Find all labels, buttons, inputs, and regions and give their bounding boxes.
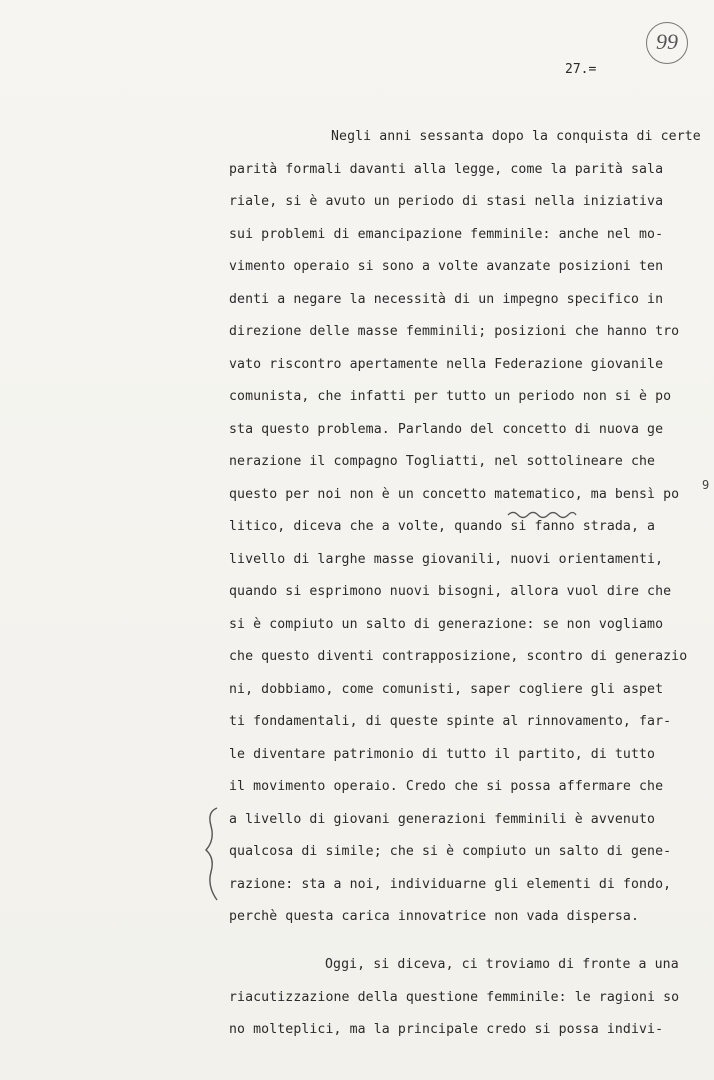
text-line: livello di larghe masse giovanili, nuovi orientamenti,	[229, 551, 664, 567]
text-line: comunista, che infatti per tutto un periodo non si è po	[229, 389, 672, 404]
text-line: perchè questa carica innovatrice non vada dispersa.	[229, 909, 640, 924]
margin-brace	[203, 806, 223, 902]
page-number: 27.=	[565, 62, 597, 77]
text-line: a livello di giovani generazioni femminili è avvenuto	[229, 811, 656, 827]
text-line: questo per noi non è un concetto matematico, ma bensì po	[229, 486, 680, 502]
text-line: Oggi, si diceva, ci troviamo di fronte a una	[325, 957, 679, 972]
paragraph-2	[229, 949, 714, 1047]
text-line: riacutizzazione della questione femminile: le ragioni so	[229, 989, 680, 1005]
wavy-underline	[507, 509, 577, 519]
margin-mark: 9	[702, 478, 710, 492]
text-line: nerazione il compagno Togliatti, nel sottolineare che	[229, 454, 656, 469]
text-line: vimento operaio si sono a volte avanzate posizioni ten	[229, 259, 664, 274]
text-line: direzione delle masse femminili; posizioni che hanno tro	[229, 324, 680, 339]
text-line: no molteplici, ma la principale credo si possa indivi-	[229, 1022, 664, 1037]
text-line: razione: sta a noi, individuarne gli elementi di fondo,	[229, 876, 672, 892]
paragraph-1	[229, 121, 714, 934]
text-line: ti fondamentali, di queste spinte al rinnovamento, far-	[229, 714, 672, 729]
text-line: parità formali davanti alla legge, come la parità sala	[229, 161, 664, 177]
text-line: Negli anni sessanta dopo la conquista di certe	[331, 129, 701, 144]
text-line: si è compiuto un salto di generazione: se non vogliamo	[229, 616, 664, 632]
text-line: vato riscontro apertamente nella Federazione giovanile	[229, 356, 664, 372]
text-line: qualcosa di simile; che si è compiuto un salto di gene-	[229, 844, 672, 859]
text-line: denti a negare la necessità di un impegno specifico in	[229, 291, 664, 307]
text-line: il movimento operaio. Credo che si possa affermare che	[229, 779, 664, 794]
archive-stamp: 99	[646, 22, 688, 64]
text-line: le diventare patrimonio di tutto il partito, di tutto	[229, 746, 656, 762]
text-line: ni, dobbiamo, come comunisti, saper cogliere gli aspet	[229, 681, 664, 697]
text-line: sui problemi di emancipazione femminile: anche nel mo-	[229, 226, 664, 242]
text-line: quando si esprimono nuovi bisogni, allora vuol dire che	[229, 584, 672, 599]
text-line: litico, diceva che a volte, quando si fanno strada, a	[229, 519, 656, 534]
text-line: riale, si è avuto un periodo di stasi nella iniziativa	[229, 194, 664, 209]
text-line: che questo diventi contrapposizione, scontro di generazio	[229, 649, 688, 664]
text-line: sta questo problema. Parlando del concetto di nuova ge	[229, 421, 664, 437]
